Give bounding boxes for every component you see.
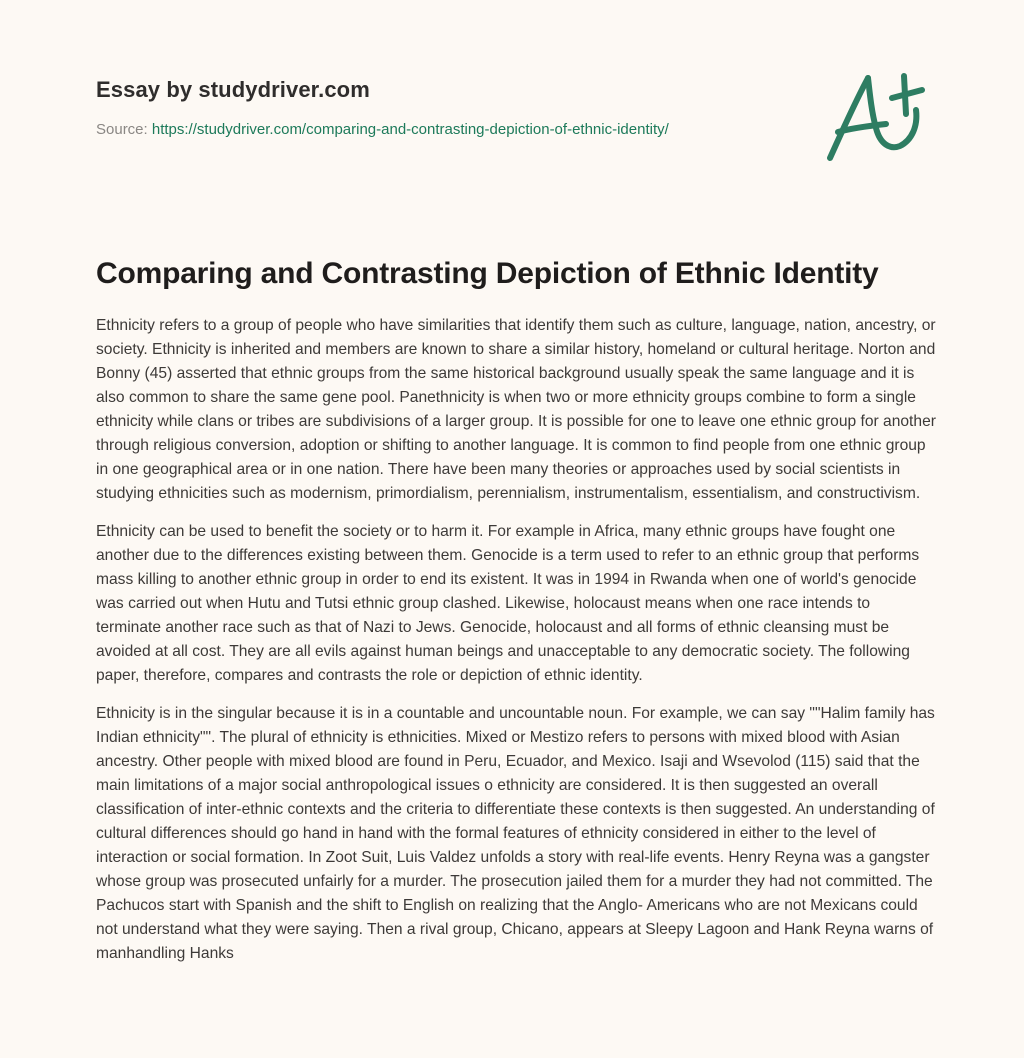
essay-paragraph: Ethnicity can be used to benefit the society or to harm it. For example in Africa, many ethnic groups have fought one another due to the differences existing between them. Genocide is a term used to refer to an ethnic group that performs mass killing to another ethnic group in order to end its existent. It was in 1994 in Rwanda when one of world's genocide was carried out when Hutu and Tutsi ethnic group clashed. Likewise, holocaust means when one race intends to terminate another race such as that of Nazi to Jews. Genocide, holocaust and all forms of ethnic cleansing must be avoided at all cost. They are all evils against human beings and unacceptable to any democratic society. The following paper, therefore, compares and contrasts the role or depiction of ethnic identity. [96, 523, 920, 684]
essay-body [96, 314, 936, 980]
a-plus-grade-icon [818, 66, 934, 166]
source-line [96, 120, 796, 140]
site-title: Essay by studydriver.com [96, 77, 370, 102]
essay-title: Comparing and Contrasting Depiction of Ethnic Identity [96, 257, 879, 290]
page-header [96, 74, 796, 140]
essay-paragraph: Ethnicity refers to a group of people who have similarities that identify them such as culture, language, nation, ancestry, or society. Ethnicity is inherited and members are known to share a similar history, homeland or cultural heritage. Norton and Bonny (45) asserted that ethnic groups from the same historical background usually speak the same language and it is also common to share the same gene pool. Panethnicity is when two or more ethnicity groups combine to form a single ethnicity while clans or tribes are subdivisions of a larger group. It is possible for one to leave one ethnic group for another through religious conversion, adoption or shifting to another language. It is common to find people from one ethnic group in one geographical area or in one nation. There have been many theories or approaches used by social scientists in studying ethnicities such as modernism, primordialism, perennialism, instrumentalism, essentialism, and constructivism. [96, 317, 936, 502]
source-link[interactable]: https://studydriver.com/comparing-and-contrasting-depiction-of-ethnic-identity/ [151, 121, 669, 138]
essay-paragraph: Ethnicity is in the singular because it is in a countable and uncountable noun. For example, we can say ""Halim family has Indian ethnicity"". The plural of ethnicity is ethnicities. Mixed or Mestizo refers to persons with mixed blood with Asian ancestry. Other people with mixed blood are found in Peru, Ecuador, and Mexico. Isaji and Wsevolod (115) said that the main limitations of a major social anthropological issues o ethnicity are considered. It is then suggested an overall classification of inter-ethnic contexts and the criteria to differentiate these contexts is then suggested. An understanding of cultural differences should go hand in hand with the formal features of ethnicity considered in either to the level of interaction or social formation. In Zoot Suit, Luis Valdez unfolds a story with real-life events. Henry Reyna was a gangster whose group was prosecuted unfairly for a murder. The prosecution jailed them for a murder they had not committed. The Pachucos start with Spanish and the shift to English on realizing that the Anglo- Americans who are not Mexicans could not understand what they were saying. Then a rival group, Chicano, appears at Sleepy Lagoon and Hank Reyna warns of manhandling Hanks [96, 705, 935, 962]
source-label: Source: [96, 121, 148, 138]
